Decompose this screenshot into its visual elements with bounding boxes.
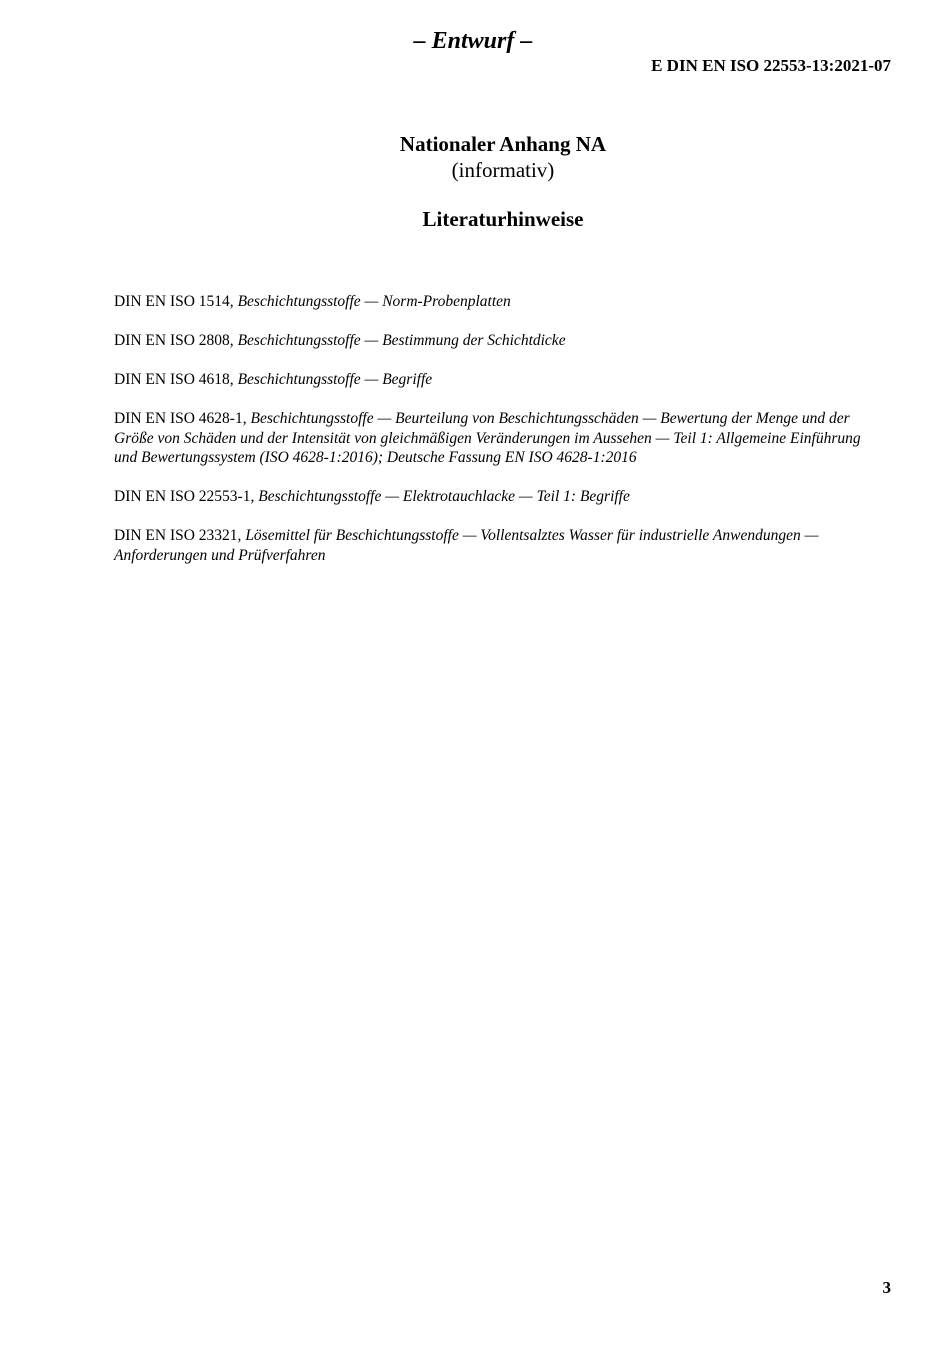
- reference-item: [114, 331, 884, 351]
- draft-watermark-label: – Entwurf –: [413, 28, 533, 54]
- reference-item: [114, 292, 884, 312]
- reference-title: Beschichtungsstoffe — Norm-Probenplatten: [237, 293, 511, 310]
- document-identifier: E DIN EN ISO 22553-13:2021-07: [651, 56, 891, 75]
- reference-title: Beschichtungsstoffe — Bestimmung der Schichtdicke: [237, 332, 566, 349]
- reference-title: Beschichtungsstoffe — Elektrotauchlacke — Teil 1: Begriffe: [258, 488, 630, 505]
- reference-item: [114, 409, 884, 468]
- reference-designation: DIN EN ISO 23321,: [114, 527, 246, 544]
- reference-title: Beschichtungsstoffe — Beurteilung von Beschichtungsschäden — Bewertung der Menge und der Größe von Schäden und der Intensität von gleichmäßigen Veränderungen im Aussehen — Teil 1: Allgemeine Einführung und Bewertungssystem (ISO 4628-1:2016); Deutsche Fassung EN ISO 4628-1:2016: [114, 410, 861, 466]
- reference-item: [114, 487, 884, 507]
- section-title-bibliography: Literaturhinweise: [422, 207, 584, 231]
- page-number: 3: [882, 1278, 891, 1297]
- reference-item: [114, 370, 884, 390]
- reference-title: Lösemittel für Beschichtungsstoffe — Vollentsalztes Wasser für industrielle Anwendungen — Anforderungen und Prüfverfahren: [114, 527, 819, 564]
- reference-designation: DIN EN ISO 4618,: [114, 371, 238, 388]
- reference-designation: DIN EN ISO 1514,: [114, 293, 238, 310]
- reference-title: Beschichtungsstoffe — Begriffe: [237, 371, 433, 388]
- reference-item: [114, 526, 884, 565]
- annex-subtitle: (informativ): [451, 158, 555, 182]
- reference-designation: DIN EN ISO 2808,: [114, 332, 238, 349]
- reference-designation: DIN EN ISO 22553-1,: [114, 488, 259, 505]
- reference-list: [114, 292, 884, 585]
- reference-designation: DIN EN ISO 4628-1,: [114, 410, 251, 427]
- annex-title: Nationaler Anhang NA: [399, 132, 607, 156]
